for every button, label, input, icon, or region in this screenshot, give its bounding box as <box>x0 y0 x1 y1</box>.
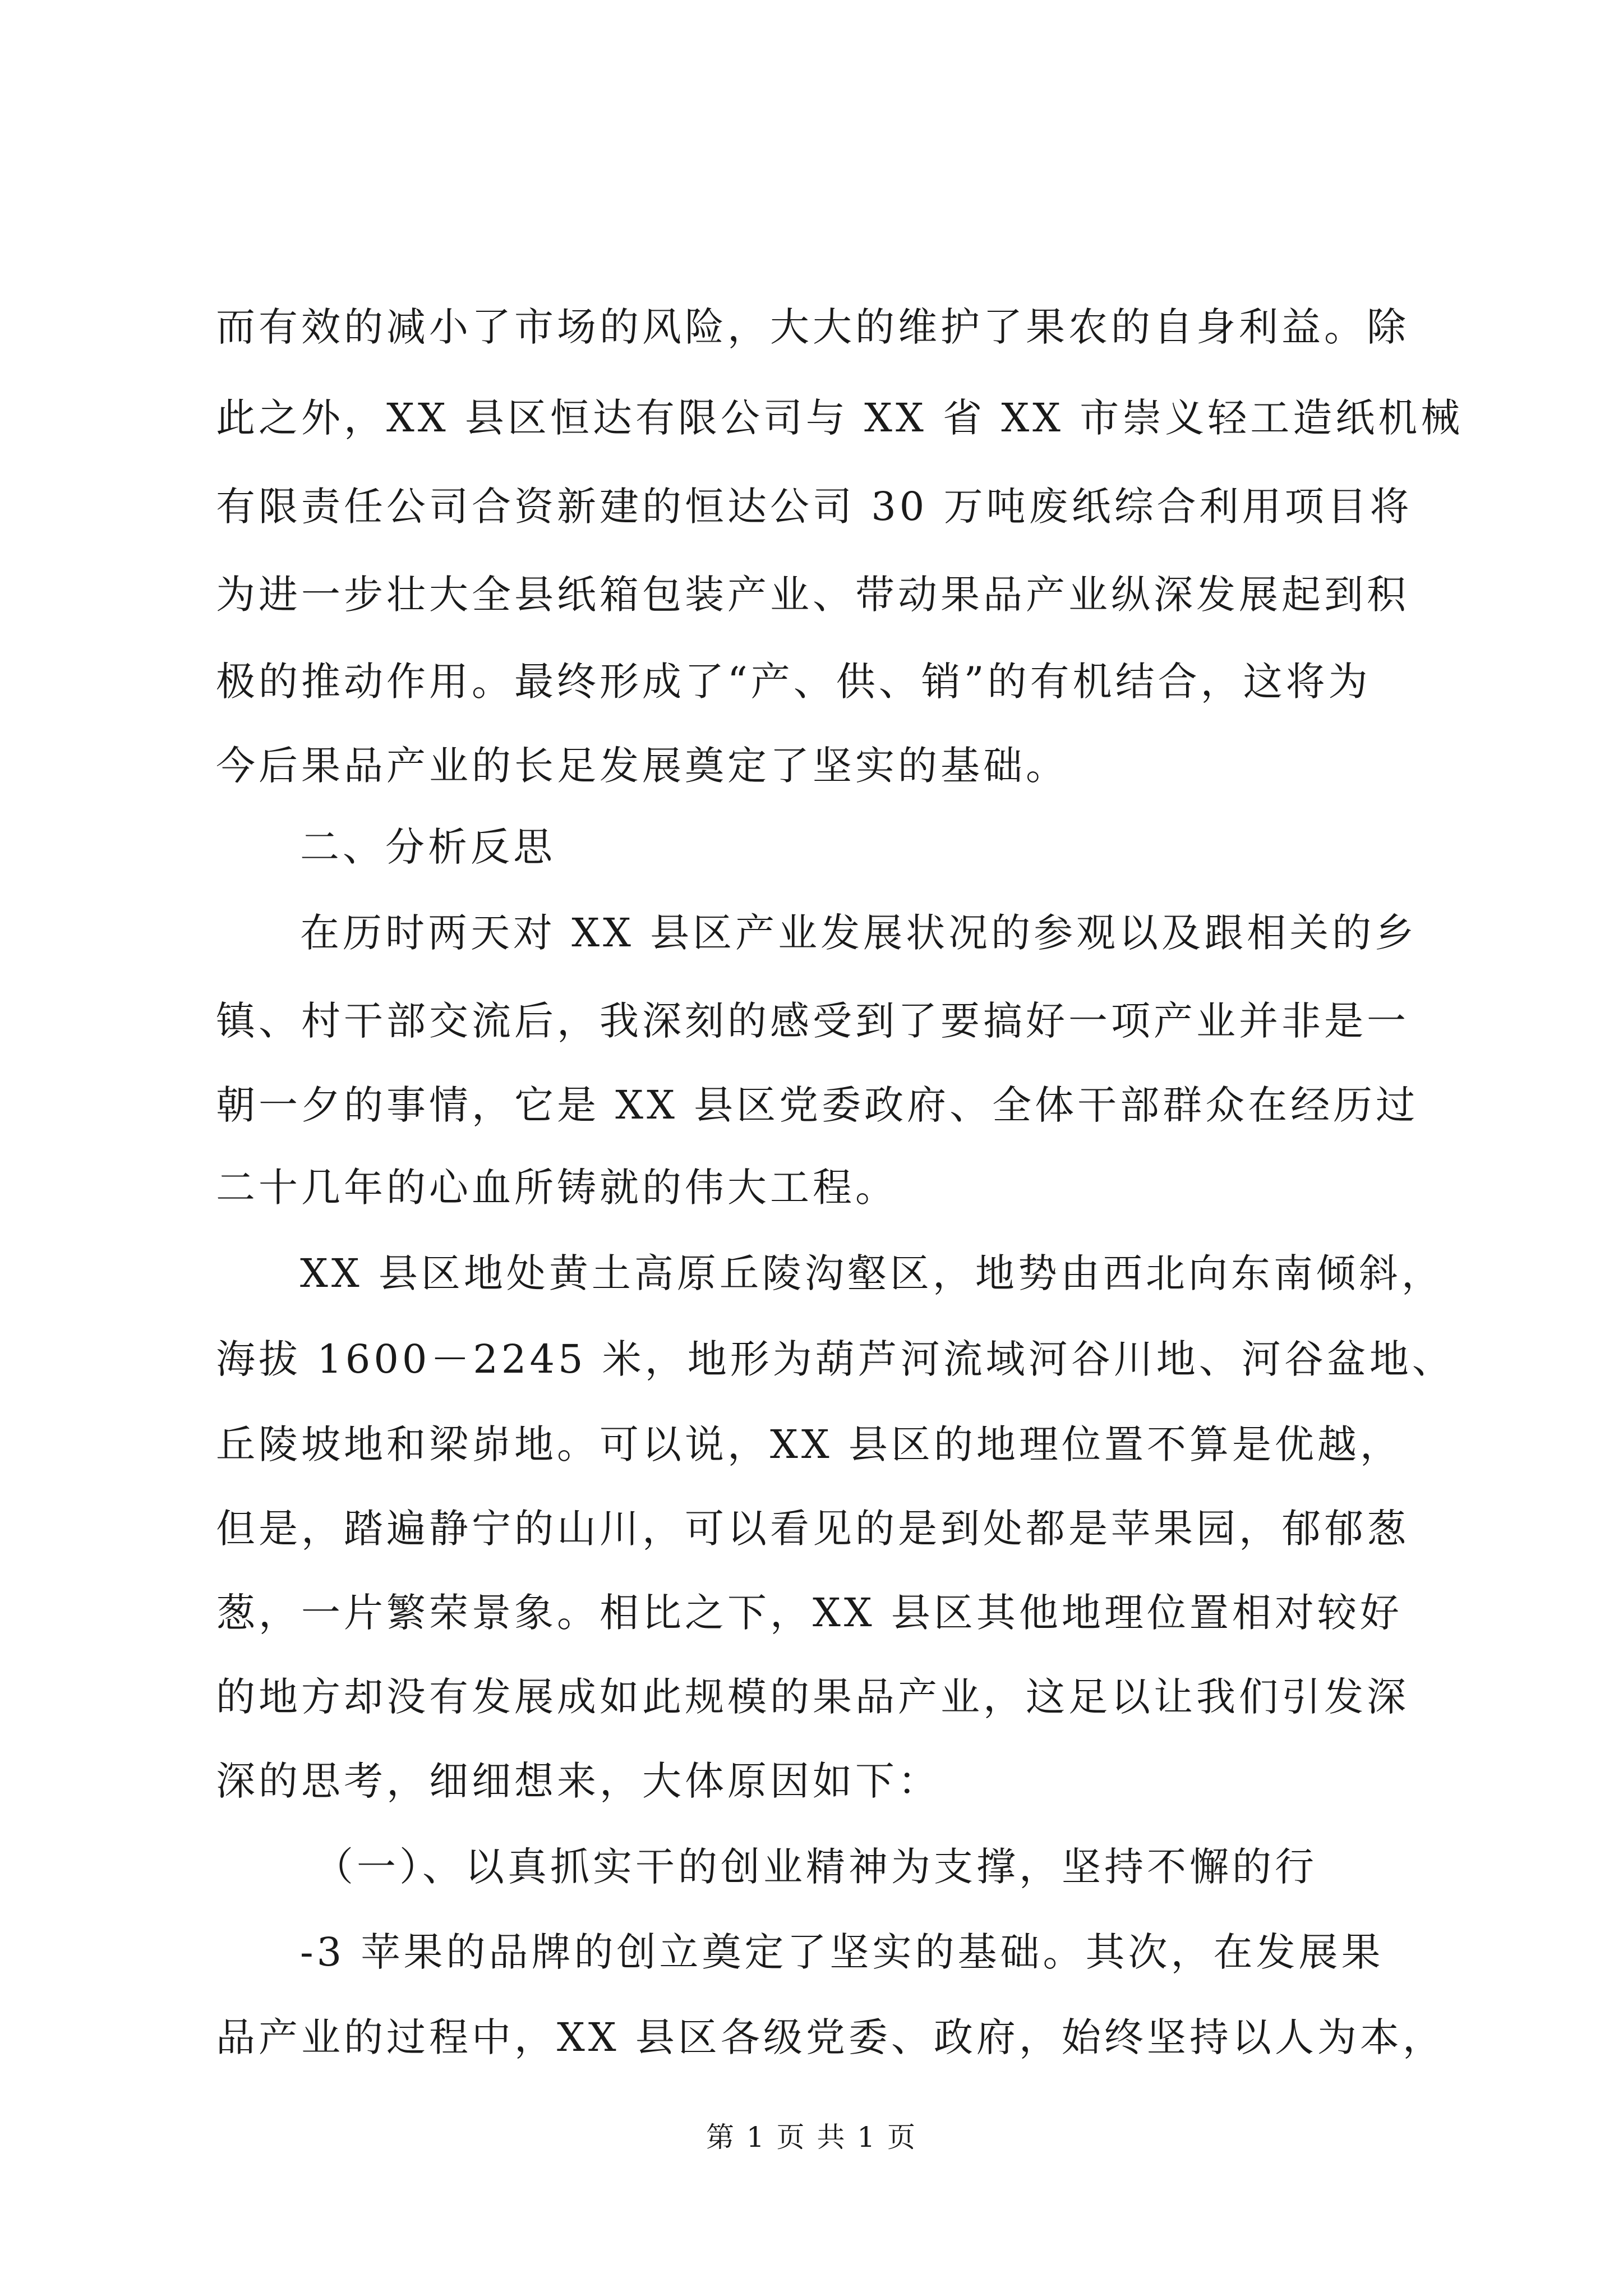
paragraph-line: 丘陵坡地和梁峁地。可以说，XX 县区的地理位置不算是优越， <box>216 1421 1403 1467</box>
paragraph-line: 品产业的过程中，XX 县区各级党委、政府，始终坚持以人为本， <box>216 2014 1445 2060</box>
section-heading: 二、分析反思 <box>300 824 556 870</box>
paragraph-line: 为进一步壮大全县纸箱包装产业、带动果品产业纵深发展起到积 <box>216 572 1409 618</box>
paragraph-line: 但是，踏遍静宁的山川，可以看见的是到处都是苹果园，郁郁葱 <box>216 1506 1409 1552</box>
subsection-heading: （一）、以真抓实干的创业精神为支撑，坚持不懈的行 <box>314 1844 1317 1890</box>
paragraph-line: 二十几年的心血所铸就的伟大工程。 <box>216 1165 898 1211</box>
paragraph-line: 此之外，XX 县区恒达有限公司与 XX 省 XX 市崇义轻工造纸机械 <box>216 395 1464 441</box>
paragraph-line: XX 县区地处黄土高原丘陵沟壑区，地势由西北向东南倾斜， <box>300 1250 1444 1296</box>
paragraph-line: 今后果品产业的长足发展奠定了坚实的基础。 <box>216 743 1068 789</box>
paragraph-line: 有限责任公司合资新建的恒达公司 30 万吨废纸综合利用项目将 <box>216 484 1413 530</box>
paragraph-line: 在历时两天对 XX 县区产业发展状况的参观以及跟相关的乡 <box>300 910 1418 956</box>
paragraph-line: 深的思考，细细想来，大体原因如下： <box>216 1758 940 1804</box>
paragraph-line: -3 苹果的品牌的创立奠定了坚实的基础。其次，在发展果 <box>300 1929 1384 1975</box>
paragraph-line: 的地方却没有发展成如此规模的果品产业，这足以让我们引发深 <box>216 1674 1409 1720</box>
paragraph-line: 镇、村干部交流后，我深刻的感受到了要搞好一项产业并非是一 <box>216 998 1409 1044</box>
paragraph-line: 而有效的减小了市场的风险，大大的维护了果农的自身利益。除 <box>216 304 1409 350</box>
paragraph-line: 葱，一片繁荣景象。相比之下，XX 县区其他地理位置相对较好 <box>216 1590 1403 1636</box>
page-number-footer: 第 1 页 共 1 页 <box>706 2121 917 2154</box>
paragraph-line: 极的推动作用。最终形成了“产、供、销”的有机结合，这将为 <box>216 659 1371 705</box>
paragraph-line: 海拔 1600－2245 米，地形为葫芦河流域河谷川地、河谷盆地、 <box>216 1336 1455 1382</box>
paragraph-line: 朝一夕的事情，它是 XX 县区党委政府、全体干部群众在经历过 <box>216 1082 1419 1128</box>
